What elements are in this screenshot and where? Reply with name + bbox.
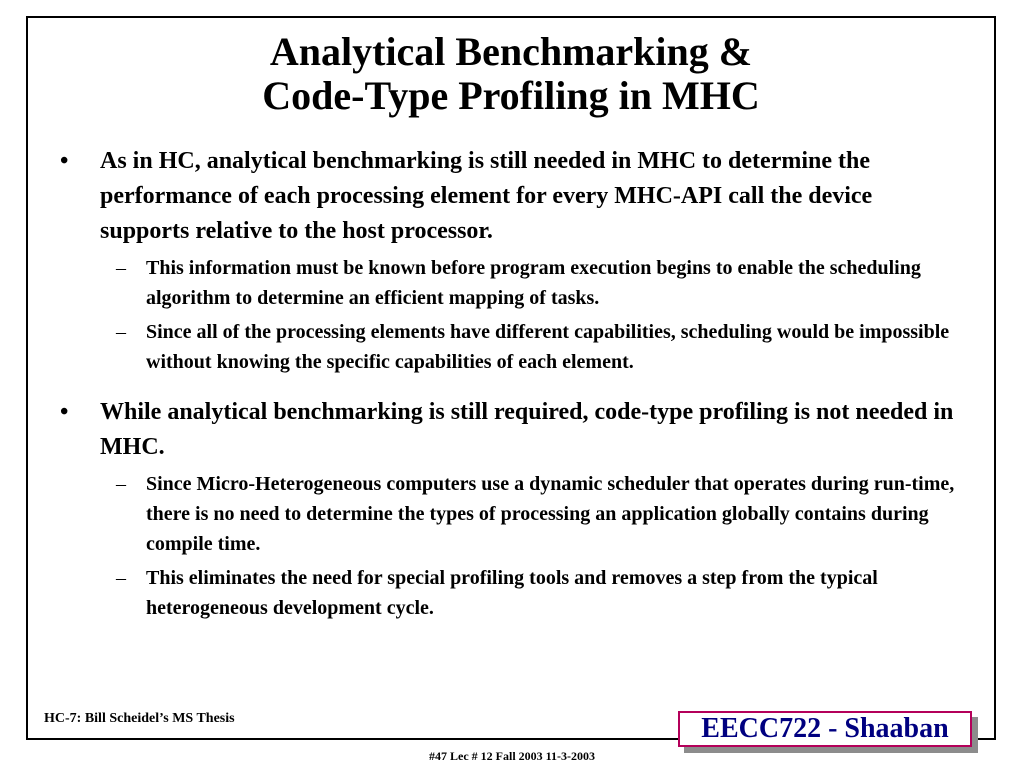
dash-marker: – — [116, 257, 126, 279]
sub-bullet-1-2 — [60, 317, 965, 377]
footer-source: HC-7: Bill Scheidel’s MS Thesis — [44, 711, 235, 726]
title-line-1: Analytical Benchmarking & — [269, 29, 753, 74]
sub-bullet-text: Since all of the processing elements have different capabilities, scheduling would be impossible without knowing the specific capabilities of each element. — [146, 321, 950, 373]
slide-info: #47 Lec # 12 Fall 2003 11-3-2003 — [429, 749, 595, 763]
sub-bullet-2-1 — [60, 469, 965, 559]
sub-bullet-text: This eliminates the need for special profiling tools and removes a step from the typical heterogeneous development cycle. — [146, 567, 878, 619]
sub-bullet-2-2 — [60, 563, 965, 623]
bullet-text: As in HC, analytical benchmarking is still needed in MHC to determine the performance of each processing element for every MHC-API call the device supports relative to the host processor. — [100, 148, 873, 244]
bullet-marker: • — [60, 148, 69, 174]
title-line-2: Code-Type Profiling in MHC — [262, 73, 760, 118]
sub-bullet-1-1 — [60, 253, 965, 313]
dash-marker: – — [116, 567, 126, 589]
bullet-1 — [60, 144, 965, 249]
dash-marker: – — [116, 321, 126, 343]
slide-body — [60, 144, 965, 627]
slide-title — [26, 30, 996, 118]
dash-marker: – — [116, 473, 126, 495]
brand-label: EECC722 - Shaaban — [678, 711, 972, 747]
spacer — [60, 381, 965, 395]
bullet-2 — [60, 395, 965, 465]
sub-bullet-text: Since Micro-Heterogeneous computers use a dynamic scheduler that operates during run-time, there is no need to determine the types of processing an application globally contains during compile time. — [146, 473, 955, 555]
bullet-text: While analytical benchmarking is still required, code-type profiling is not needed in MHC. — [100, 399, 954, 460]
bullet-marker: • — [60, 399, 69, 425]
sub-bullet-text: This information must be known before program execution begins to enable the scheduling algorithm to determine an efficient mapping of tasks. — [146, 257, 921, 309]
